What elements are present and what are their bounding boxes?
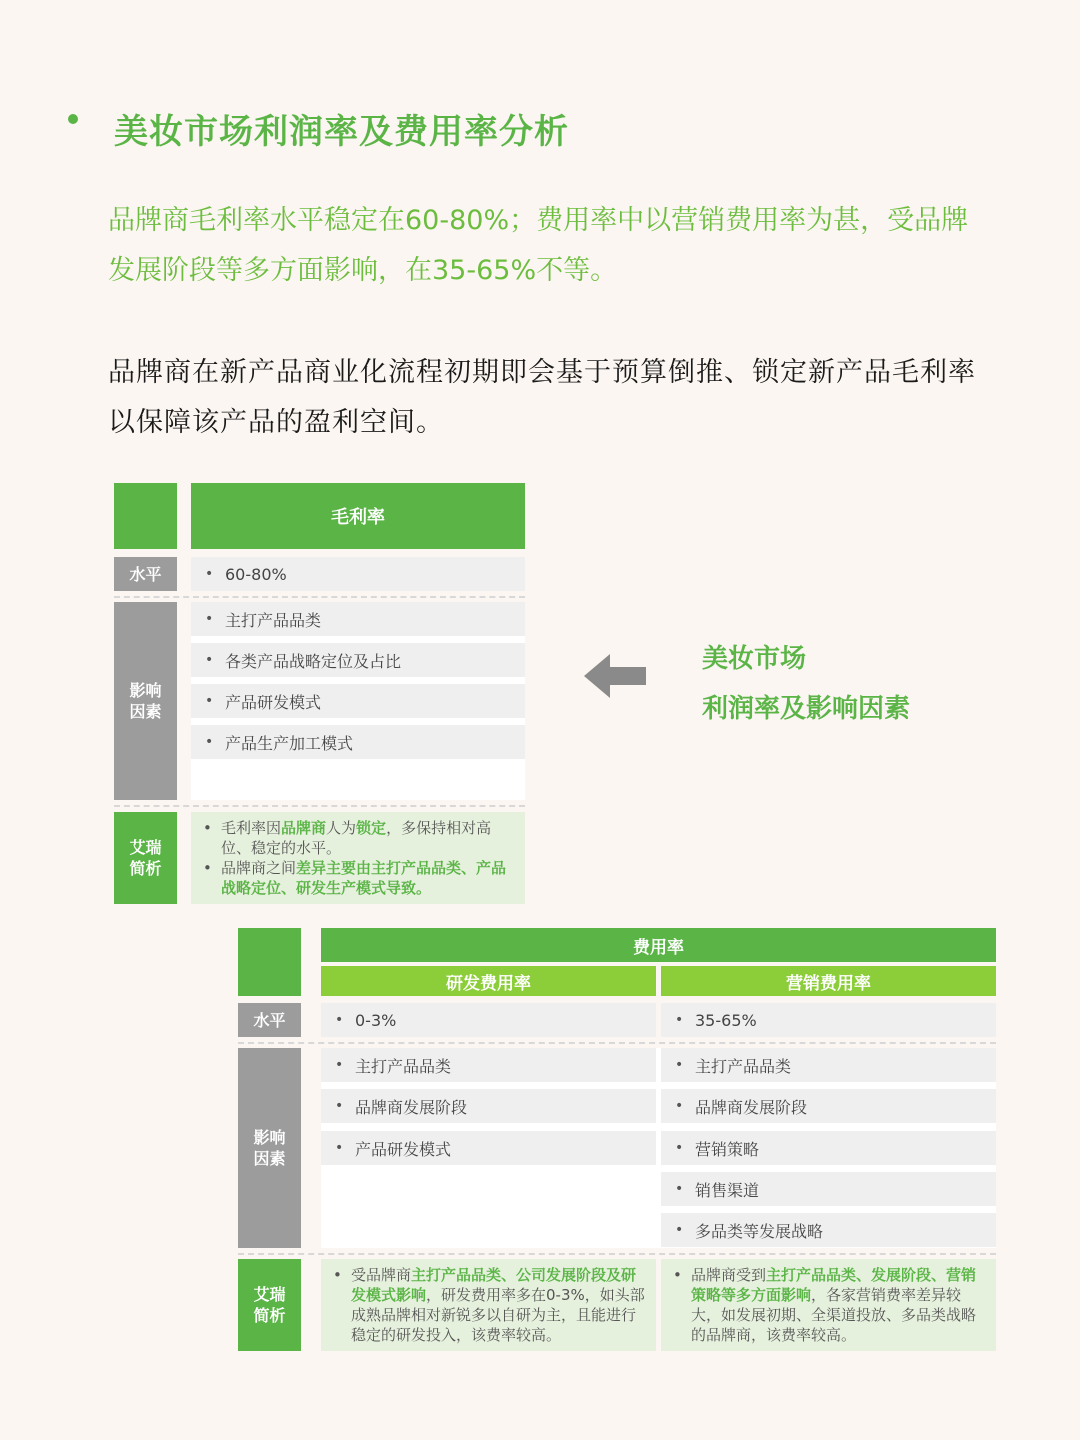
level-label: 水平 xyxy=(238,1003,301,1037)
marketing-factor-item: • 主打产品品类 xyxy=(661,1048,996,1082)
marketing-factor-item: • 多品类等发展战略 xyxy=(661,1213,996,1247)
marketing-factor-item: • 营销策略 xyxy=(661,1131,996,1165)
gross-margin-header: 毛利率 xyxy=(191,483,525,549)
left-arrow-icon xyxy=(584,652,648,700)
marketing-factor-item: • 销售渠道 xyxy=(661,1172,996,1206)
factor-item: • 主打产品品类 xyxy=(191,602,525,636)
rd-factor-item: • 品牌商发展阶段 xyxy=(321,1089,656,1123)
corner-cell xyxy=(238,928,301,996)
analysis-bullet: • 品牌商之间差异主要由主打产品品类、产品战略定位、研发生产模式导致。 xyxy=(199,858,517,898)
marketing-factor-item: • 品牌商发展阶段 xyxy=(661,1089,996,1123)
factors-label: 影响 因素 xyxy=(114,602,177,800)
page-title: 美妆市场利润率及费用率分析 xyxy=(114,112,569,152)
analysis-bullet: • 品牌商受到主打产品品类、发展阶段、营销策略等多方面影响，各家营销费率差异较大，如发展初期、全渠道投放、多品类战略的品牌商，该费率较高。 xyxy=(669,1265,990,1345)
bullet-icon: • xyxy=(205,566,214,582)
side-note-line2: 利润率及影响因素 xyxy=(702,694,911,724)
intro-green-paragraph: 品牌商毛利率水平稳定在60-80%；费用率中以营销费用率为甚，受品牌发展阶段等多方面影响，在35-65%不等。 xyxy=(108,205,969,286)
expense-rate-header: 费用率 xyxy=(321,928,996,962)
analysis-label: 艾瑞 简析 xyxy=(114,812,177,904)
rd-factor-item: • 产品研发模式 xyxy=(321,1131,656,1165)
factor-item: • 产品生产加工模式 xyxy=(191,725,525,759)
rd-level: • 0-3% xyxy=(321,1003,656,1037)
analysis-label: 艾瑞 简析 xyxy=(238,1259,301,1351)
side-note-line1: 美妆市场 xyxy=(702,644,807,674)
divider xyxy=(238,1253,996,1255)
marketing-rate-header: 营销费用率 xyxy=(661,966,996,996)
marketing-level: • 35-65% xyxy=(661,1003,996,1037)
intro-black-paragraph: 品牌商在新产品商业化流程初期即会基于预算倒推、锁定新产品毛利率以保障该产品的盈利空间。 xyxy=(108,357,976,438)
gross-margin-level-text: 60-80% xyxy=(225,564,287,584)
analysis-bullet: • 受品牌商主打产品品类、公司发展阶段及研发模式影响，研发费用率多在0-3%，如头部成熟品牌相对新锐多以自研为主，且能进行稳定的研发投入，该费率较高。 xyxy=(329,1265,650,1345)
factor-item: • 产品研发模式 xyxy=(191,684,525,718)
divider xyxy=(114,805,525,807)
gross-margin-analysis xyxy=(191,812,525,904)
title-bullet xyxy=(68,114,78,124)
rd-analysis xyxy=(321,1259,656,1351)
level-label: 水平 xyxy=(114,557,177,591)
gross-margin-level xyxy=(191,557,525,591)
divider xyxy=(114,596,525,598)
divider xyxy=(238,1042,996,1044)
factor-item: • 各类产品战略定位及占比 xyxy=(191,643,525,677)
rd-rate-header: 研发费用率 xyxy=(321,966,656,996)
rd-factor-item: • 主打产品品类 xyxy=(321,1048,656,1082)
factors-label: 影响 因素 xyxy=(238,1048,301,1248)
analysis-bullet: • 毛利率因品牌商人为锁定，多保持相对高位、稳定的水平。 xyxy=(199,818,517,858)
corner-cell xyxy=(114,483,177,549)
marketing-analysis xyxy=(661,1259,996,1351)
